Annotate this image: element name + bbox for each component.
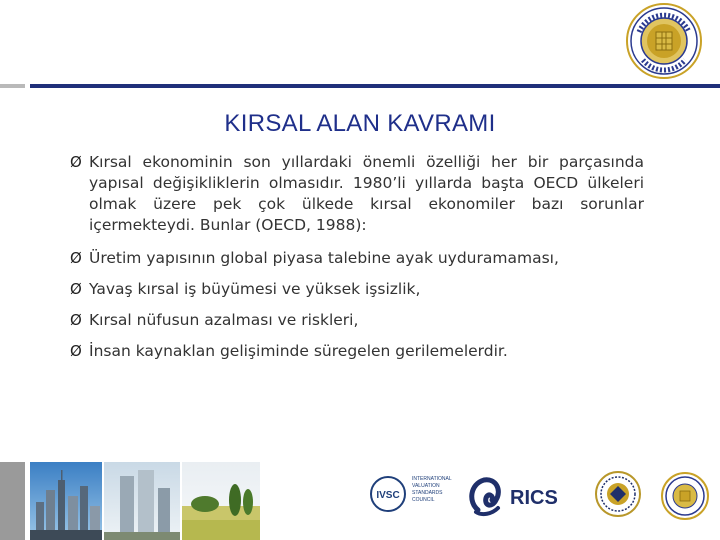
bullet-arrow-icon: Ø xyxy=(70,311,82,329)
svg-text:STANDARDS: STANDARDS xyxy=(412,490,443,496)
modern-towers-photo xyxy=(104,462,180,540)
bullet-text: Üretim yapısının global piyasa talebine ayak uyduramaması, xyxy=(89,249,559,267)
bullet-arrow-icon: Ø xyxy=(70,249,82,267)
bullet-item xyxy=(72,152,644,236)
bullet-item xyxy=(72,248,644,269)
slide-title: KIRSAL ALAN KAVRAMI xyxy=(224,110,496,137)
rics-logo xyxy=(472,480,558,514)
svg-text:IVSC: IVSC xyxy=(376,490,400,501)
footer-accent-bar xyxy=(0,462,25,540)
city-skyline-photo xyxy=(30,462,102,540)
bullet-text: İnsan kaynaklan gelişiminde süregelen gerilemelerdir. xyxy=(89,342,508,360)
rural-field-photo xyxy=(182,462,260,540)
header-accent-bar xyxy=(0,84,25,88)
bullet-arrow-icon: Ø xyxy=(70,342,82,360)
footer-photo-strip xyxy=(30,462,260,540)
bullet-arrow-icon: Ø xyxy=(70,280,82,298)
footer-logos xyxy=(360,462,720,540)
ivsc-logo xyxy=(371,476,452,511)
svg-text:RICS: RICS xyxy=(510,487,558,509)
svg-text:COUNCIL: COUNCIL xyxy=(412,497,435,503)
bullet-text: Kırsal ekonominin son yıllardaki önemli özelliği her bir parçasında yapısal değişikliklerin olmasıdır. 1980’li yıllarda başta OECD ülkeleri olmak üzere pek çok ülkede kırsal ekonomiler bazı sorunlar içermekteydi. Bunlar (OECD, 1988): xyxy=(89,153,644,234)
bullet-arrow-icon: Ø xyxy=(70,153,82,171)
svg-text:INTERNATIONAL: INTERNATIONAL xyxy=(412,476,452,482)
header-divider-bar xyxy=(30,84,720,88)
bullet-item xyxy=(72,310,644,331)
emblem-logo xyxy=(596,472,640,516)
bullet-item xyxy=(72,341,644,362)
bullet-list xyxy=(72,152,644,372)
ankara-university-seal-logo xyxy=(625,2,703,80)
svg-text:VALUATION: VALUATION xyxy=(412,483,440,489)
bullet-item xyxy=(72,279,644,300)
bullet-text: Yavaş kırsal iş büyümesi ve yüksek işsizlik, xyxy=(89,280,421,298)
bullet-text: Kırsal nüfusun azalması ve riskleri, xyxy=(89,311,359,329)
ankara-university-seal-small-logo xyxy=(662,473,708,519)
